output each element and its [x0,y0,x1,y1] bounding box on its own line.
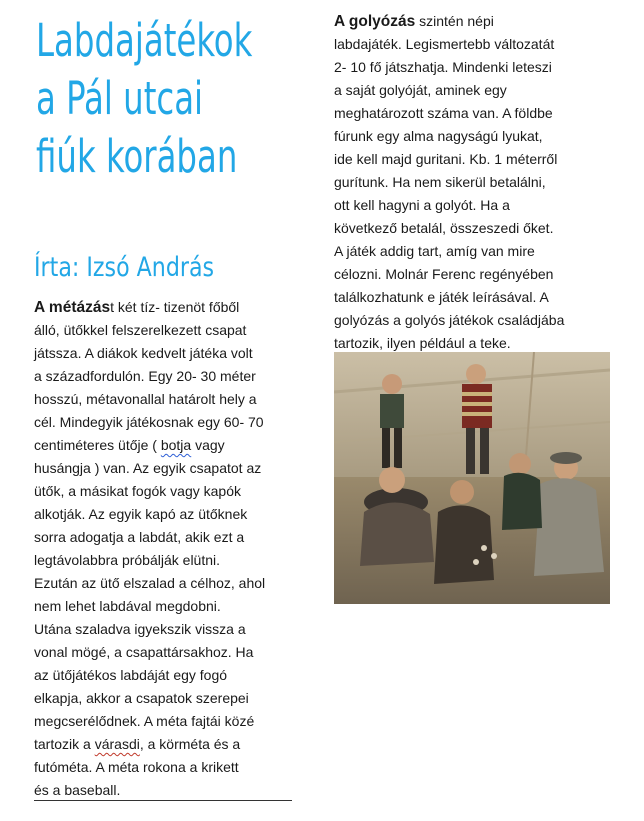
text-line: hosszú, métavonallal határolt hely a [34,391,257,407]
text-line: A métázást két tíz- tizenöt főből [34,299,240,316]
text-line: elkapja, akkor a csapatok szerepei [34,690,249,706]
text-line: tartozik a várasdi, a körméta és a [34,736,241,752]
text-line: meghatározott száma van. A földbe [334,105,553,121]
article-title [36,12,306,186]
text-line: Utána szaladva igyekszik vissza a [34,621,246,637]
photo-illustration [334,352,610,604]
text-line: 2- 10 fő játszhatja. Mindenki leteszi [334,59,552,75]
text-line: Ezután az ütő elszalad a célhoz, ahol [34,575,266,591]
spellcheck-word[interactable]: várasdi [94,736,140,752]
text-line: álló, ütőkkel felszerelkezett csapat [34,322,247,338]
text-line: játssza. A diákok kedvelt játéka volt [34,345,253,361]
text-line: A golyózás szintén népi [334,13,494,30]
text-line: nem lehet labdával megdobni. [34,598,221,614]
author-byline: Írta: Izsó András [34,252,215,283]
text-line: ide kell majd guritani. Kb. 1 méterről [334,151,558,167]
spellcheck-word[interactable]: botja [160,437,192,453]
text-line: fúrunk egy alma nagyságú lyukat, [334,128,543,144]
text-line: centiméteres ütője ( botja vagy [34,437,225,453]
text-line: a századfordulón. Egy 20- 30 méter [34,368,256,384]
text-line: következő betalál, összeszedi őket. [334,220,554,236]
text-line: célozni. Molnár Ferenc regényében [334,266,554,282]
text-line: cél. Mindegyik játékosnak egy 60- 70 [34,414,264,430]
text-line: labdajáték. Legismertebb változatát [334,36,555,52]
marbles-photo [334,352,610,604]
column-divider-rule [34,800,292,801]
text-line: A játék addig tart, amíg van mire [334,243,535,259]
text-line: az ütőjátékos labdáját egy fogó [34,667,228,683]
metazas-section [34,296,296,802]
text-line: golyózás a golyós játékok családjába [334,312,565,328]
title-line: a Pál utcai [36,72,204,125]
text-line: megcserélődnek. A méta fajtái közé [34,713,255,729]
text-line: tartozik, ilyen például a teke. [334,335,511,351]
text-line: gurítunk. Ha nem sikerül betalálni, [334,174,546,190]
text-line: találkozhatunk e játék leírásával. A [334,289,549,305]
text-line: sorra adogatja a labdát, akik ezt a [34,529,245,545]
text-line: ott kell hagyni a golyót. Ha a [334,197,510,213]
title-line: fiúk korában [36,130,238,183]
text-line: husángja ) van. Az egyik csapatot az [34,460,262,476]
section-lead: A métázás [34,299,111,316]
text-line: legtávolabbra próbálják elütni. [34,552,221,568]
text-line: alkotják. Az egyik kapó az ütőknek [34,506,248,522]
section-lead: A golyózás [334,13,416,30]
golyozas-section [334,10,610,355]
text-line: a saját golyóját, aminek egy [334,82,507,98]
text-line: futóméta. A méta rokona a krikett [34,759,239,775]
text-line: vonal mögé, a csapattársakhoz. Ha [34,644,254,660]
text-line: ütők, a másikat fogók vagy kapók [34,483,241,499]
title-line: Labdajátékok [36,14,253,67]
text-line: és a baseball. [34,782,121,798]
